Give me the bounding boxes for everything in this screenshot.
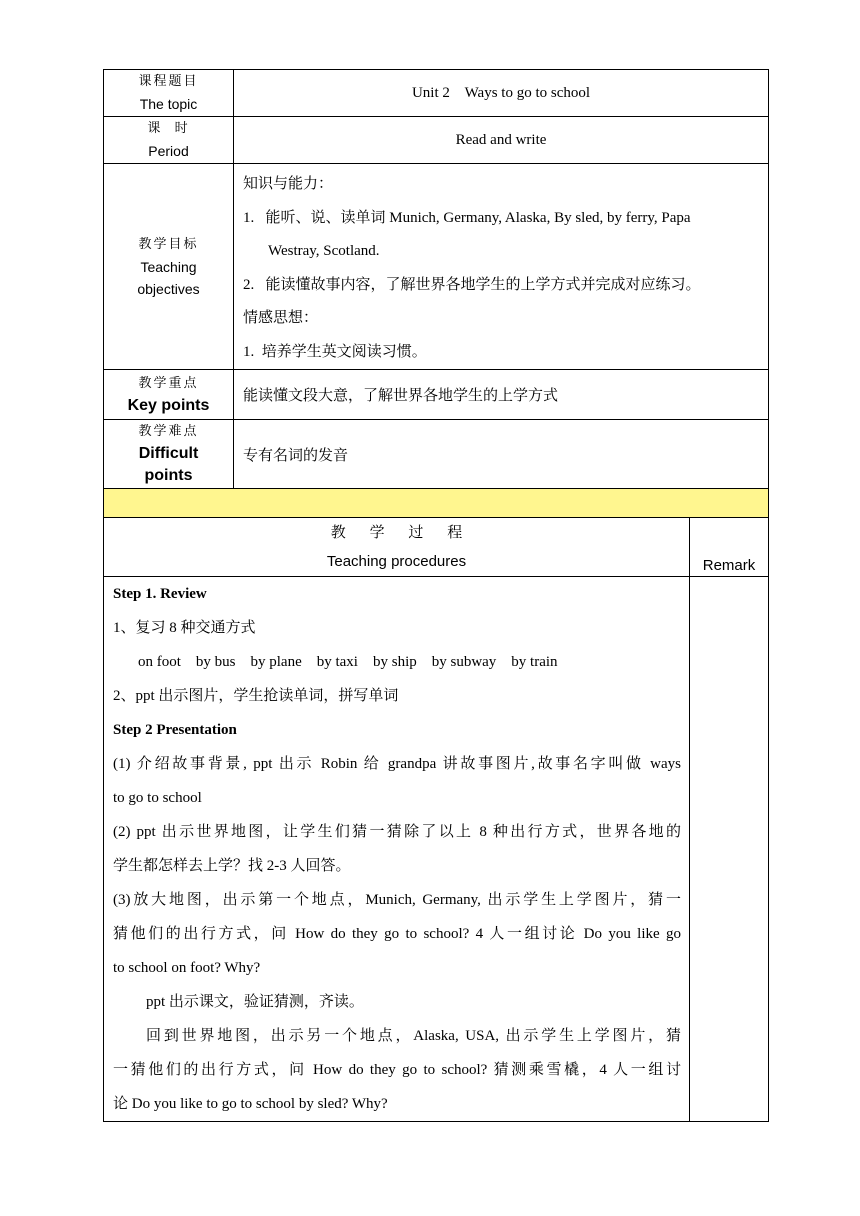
procedure-line: to school on foot? Why? <box>113 960 261 976</box>
objectives-line: 2. 能读懂故事内容，了解世界各地学生的上学方式并完成对应练习。 <box>243 276 701 293</box>
objectives-label-en-1: Teaching <box>140 258 197 275</box>
procedures-heading-row <box>104 518 769 577</box>
procedures-heading-cn: 教 学 过 程 <box>330 523 463 541</box>
topic-value <box>234 70 769 117</box>
topic-row <box>104 70 769 117</box>
difficult-points-row <box>104 420 769 489</box>
procedure-line: (3)放大地图，出示第一个地点，Munich, Germany, 出示学生上学图片，猜一 <box>113 892 681 908</box>
period-row <box>104 117 769 164</box>
procedure-line: on foot by bus by plane by taxi by ship by subway by train <box>138 654 558 670</box>
difficult-points-label-en-2: points <box>144 467 193 484</box>
objectives-line: 1. 能听、说、读单词 Munich, Germany, Alaska, By sled, by ferry, Papa <box>243 209 691 226</box>
topic-value-text: Unit 2 Ways to go to school <box>411 84 591 101</box>
procedure-line: (2) ppt 出示世界地图，让学生们猜一猜除了以上 8 种出行方式，世界各地的 <box>113 824 681 840</box>
key-points-label-cn: 教学重点 <box>138 375 199 391</box>
step-heading: Step 1. Review <box>113 586 207 602</box>
difficult-points-value: 专有名词的发音 <box>234 420 769 489</box>
objectives-label-en-2: objectives <box>137 280 200 297</box>
topic-label-cn: 课程题目 <box>138 74 199 89</box>
topic-label-cell <box>104 70 234 117</box>
key-points-row <box>104 370 769 420</box>
procedure-line: 一猜他们的出行方式，问 How do they go to school? 猜测乘雪橇，4 人一组讨 <box>113 1062 681 1078</box>
key-points-label-en: Key points <box>127 396 210 414</box>
objectives-label-cn: 教学目标 <box>138 236 199 252</box>
lesson-plan-table <box>103 69 769 1122</box>
procedure-line: to go to school <box>113 790 202 806</box>
procedures-content <box>104 577 690 1122</box>
objectives-line: Westray, Scotland. <box>268 243 380 259</box>
highlight-divider-row <box>104 489 769 518</box>
difficult-points-label-en-1: Difficult <box>138 445 199 462</box>
procedure-line: 猜他们的出行方式，问 How do they go to school? 4 人一组讨论 Do you like go <box>113 926 681 942</box>
procedures-heading-cell <box>104 518 690 577</box>
period-label-en: Period <box>148 143 189 159</box>
objectives-line: 情感思想： <box>243 310 319 326</box>
difficult-points-label-cn: 教学难点 <box>138 424 199 439</box>
period-label-cell <box>104 117 234 164</box>
highlight-divider <box>104 489 769 518</box>
remark-content <box>690 577 769 1122</box>
period-label-cn: 课 时 <box>147 121 190 136</box>
objectives-line: 1. 培养学生英文阅读习惯。 <box>243 343 427 360</box>
remark-heading: Remark <box>690 518 769 577</box>
topic-label-en: The topic <box>139 96 198 112</box>
objectives-content <box>234 164 769 370</box>
procedure-line: 2、ppt 出示图片，学生抢读单词，拼写单词 <box>113 688 399 704</box>
objectives-line: 知识与能力： <box>243 176 334 192</box>
procedure-line: 回到世界地图，出示另一个地点，Alaska, USA, 出示学生上学图片，猜 <box>146 1028 681 1044</box>
difficult-points-label-cell <box>104 420 234 489</box>
key-points-value: 能读懂文段大意，了解世界各地学生的上学方式 <box>234 370 769 420</box>
procedure-line: 1、复习 8 种交通方式 <box>113 620 256 636</box>
period-value: Read and write <box>234 117 769 164</box>
step-heading: Step 2 Presentation <box>113 722 237 738</box>
key-points-label-cell <box>104 370 234 420</box>
objectives-row <box>104 164 769 370</box>
procedure-line: ppt 出示课文，验证猜测，齐读。 <box>146 994 364 1010</box>
procedures-body-row <box>104 577 769 1122</box>
procedure-line: 论 Do you like to go to school by sled? Why? <box>113 1096 388 1112</box>
objectives-label-cell <box>104 164 234 370</box>
procedure-line: (1) 介绍故事背景, ppt 出示 Robin 给 grandpa 讲故事图片,故事名字叫做 ways <box>113 756 681 772</box>
procedures-heading-en: Teaching procedures <box>326 553 467 570</box>
procedure-line: 学生都怎样去上学？找 2-3 人回答。 <box>113 858 351 874</box>
